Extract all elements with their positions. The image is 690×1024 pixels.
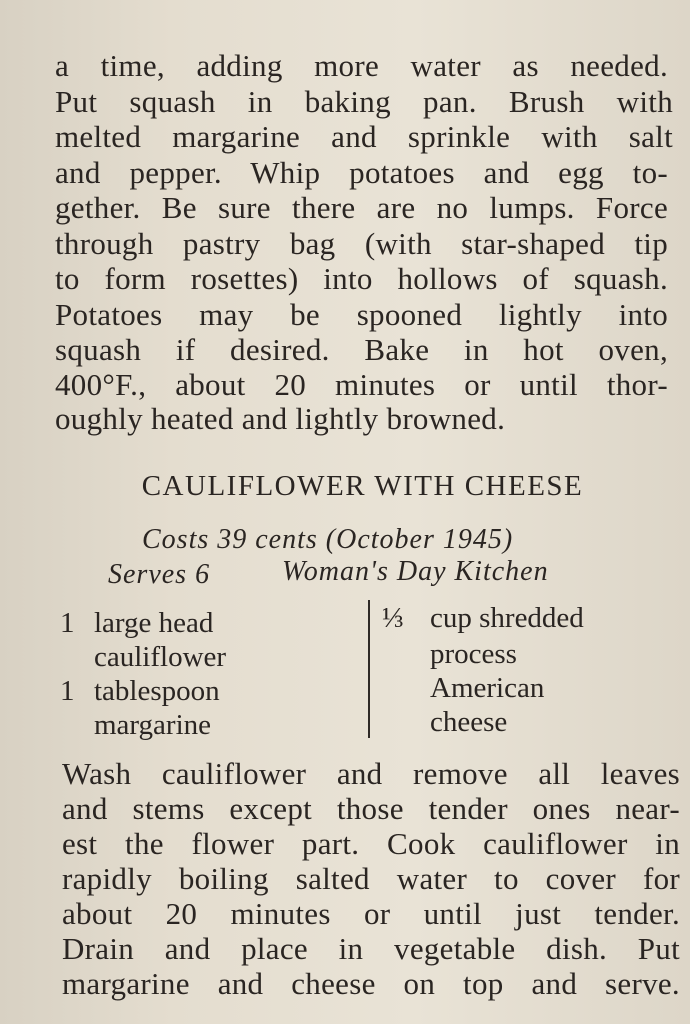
ingredient-qty: 1	[60, 607, 75, 639]
paragraph-line: 400°F., about 20 minutes or until thor-	[55, 367, 668, 402]
paragraph-line: Put squash in baking pan. Brush with	[55, 84, 673, 119]
method-line: rapidly boiling salted water to cover for	[62, 861, 680, 896]
ingredient-text: cauliflower	[94, 641, 227, 673]
method-line: margarine and cheese on top and serve.	[62, 966, 680, 1001]
paragraph-line: gether. Be sure there are no lumps. Force	[55, 190, 668, 225]
recipe-source: Woman's Day Kitchen	[282, 556, 549, 587]
paragraph-line: to form rosettes) into hollows of squash.	[55, 261, 668, 296]
method-line: Drain and place in vegetable dish. Put	[62, 931, 680, 966]
ingredient-text: margarine	[94, 709, 212, 741]
paragraph-line: through pastry bag (with star-shaped tip	[55, 226, 668, 261]
ingredient-text: process	[430, 638, 517, 670]
column-divider	[368, 600, 370, 738]
method-line: about 20 minutes or until just tender.	[62, 896, 680, 931]
ingredient-text: American	[430, 672, 545, 704]
method-line: and stems except those tender ones near-	[62, 791, 680, 826]
paragraph-line: melted margarine and sprinkle with salt	[55, 119, 673, 154]
paragraph-line: and pepper. Whip potatoes and egg to-	[55, 155, 668, 190]
paragraph-line: a time, adding more water as needed.	[55, 48, 668, 83]
recipe-serves: Serves 6	[108, 559, 211, 590]
ingredient-text: tablespoon	[94, 675, 220, 707]
ingredient-text: cheese	[430, 706, 508, 738]
ingredient-qty: 1	[60, 675, 75, 707]
method-line: Wash cauliflower and remove all leaves	[62, 756, 680, 791]
recipe-title: CAULIFLOWER WITH CHEESE	[141, 470, 584, 502]
ingredient-text: cup shredded	[430, 602, 584, 634]
method-line: est the flower part. Cook cauliflower in	[62, 826, 680, 861]
ingredient-text: large head	[94, 607, 214, 639]
paragraph-line: Potatoes may be spooned lightly into	[55, 297, 668, 332]
recipe-cost: Costs 39 cents (October 1945)	[142, 524, 514, 555]
paragraph-line: squash if desired. Bake in hot oven,	[55, 332, 668, 367]
ingredient-qty: ⅓	[382, 602, 404, 634]
paragraph-line: oughly heated and lightly browned.	[55, 401, 506, 436]
